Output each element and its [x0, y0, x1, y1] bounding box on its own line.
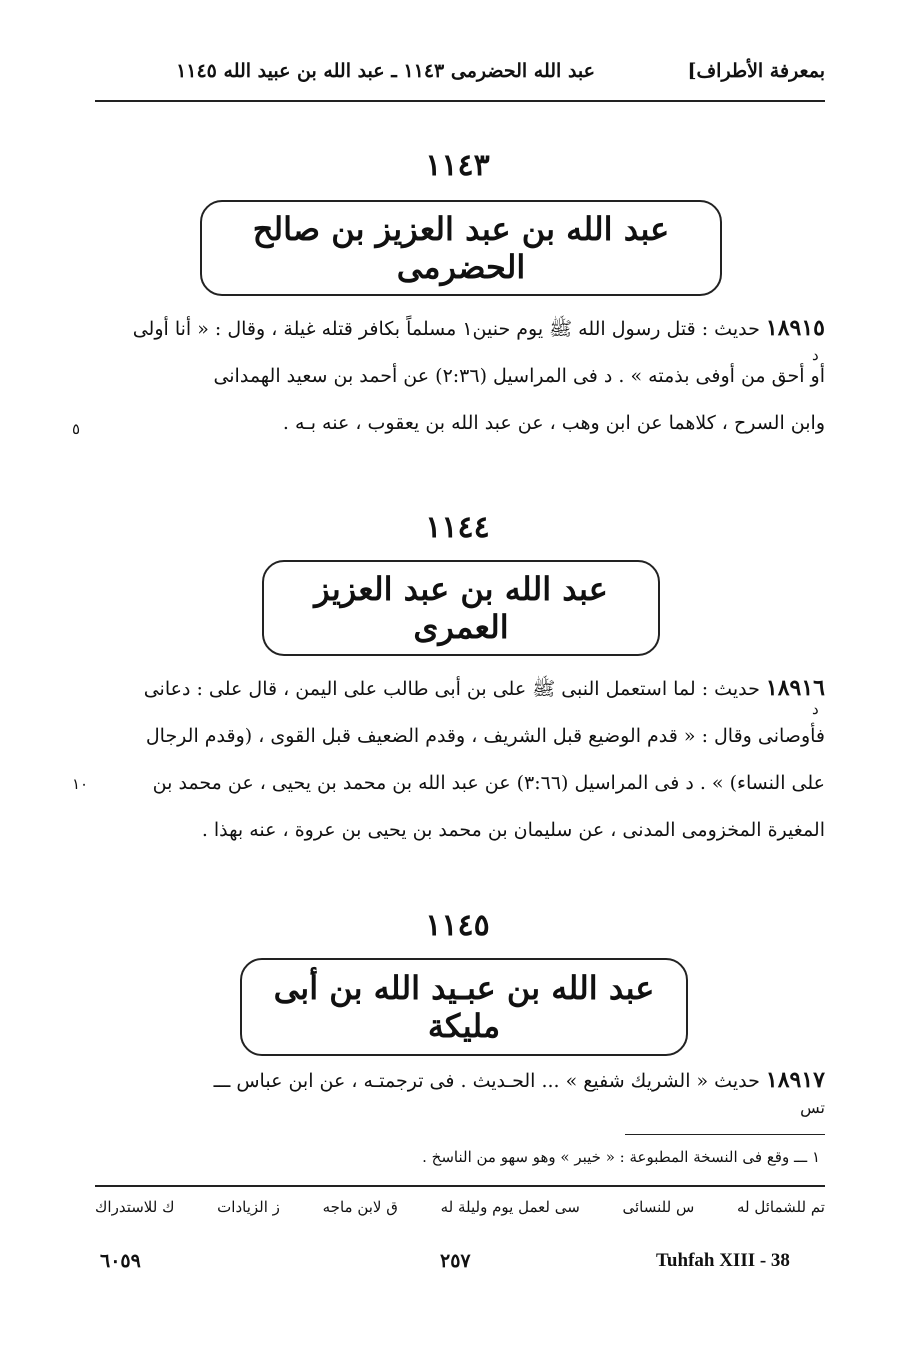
margin-line-number: ١٠: [72, 775, 89, 793]
running-header: [95, 60, 825, 102]
entry-line: فأوصانى وقال : « قدم الوضيع قبل الشريف ، وقدم الضعيف قبل القوى ، (وقدم الرجال: [145, 725, 825, 747]
abbreviation-item: تم للشمائل له: [736, 1198, 825, 1216]
abbreviation-item: س للنسائى: [622, 1198, 695, 1216]
narrator-name-box: [262, 560, 660, 656]
entry-line: المغيرة المخزومى المدنى ، عن سليمان بن محمد بن يحيى بن عروة ، عنه بهذا .: [201, 819, 825, 841]
section-number: ١١٤٤: [425, 510, 490, 545]
header-right: بمعرفة الأطراف]: [687, 60, 825, 82]
entry-line: أو أحق من أوفى بذمته » . د فى المراسيل (٢:٣٦) عن أحمد بن سعيد الهمدانى: [213, 365, 825, 387]
entry-line: ١٨٩١٥ حديث : قتل رسول الله ﷺ يوم حنين١ مسلماً بكافر قتله غيلة ، وقال : « أنا أولى: [132, 315, 825, 341]
abbreviations-key: [95, 1198, 825, 1216]
hadith-entry: [90, 305, 825, 447]
margin-sigla: د: [812, 700, 819, 718]
footnote: ١ ـــ وقع فى النسخة المطبوعة : « خيبر » وهو سهو من الناسخ .: [422, 1148, 820, 1166]
header-center: عبد الله الحضرمى ١١٤٣ ـ عبد الله بن عبيد الله ١١٤٥: [176, 60, 595, 82]
narrator-name-box: [200, 200, 722, 296]
narrator-name-box: [240, 958, 688, 1056]
abbreviations-rule: [95, 1185, 825, 1187]
page-label-left: ٦٠٥٩: [100, 1250, 141, 1272]
entry-line: وابن السرح ، كلاهما عن ابن وهب ، عن عبد الله بن يعقوب ، عنه بـه .: [282, 412, 825, 434]
entry-number: ١٨٩١٧: [765, 1067, 825, 1093]
volume-label: Tuhfah XIII - 38: [656, 1250, 790, 1271]
hadith-entry: [90, 665, 825, 854]
abbreviation-item: ك للاستدراك: [95, 1198, 175, 1216]
abbreviation-item: ق لابن ماجه: [322, 1198, 398, 1216]
section-number: ١١٤٥: [425, 908, 490, 943]
abbreviation-item: ز الزيادات: [217, 1198, 280, 1216]
narrator-name: عبد الله بن عبـيد الله بن أبى مليكة: [273, 969, 655, 1045]
entry-number: ١٨٩١٦: [765, 675, 825, 701]
entry-line: ١٨٩١٦ حديث : لما استعمل النبى ﷺ على بن أبى طالب على اليمن ، قال على : دعانى: [143, 675, 825, 701]
entry-line: ١٨٩١٧ حديث « الشريك شفيع » ... الحـديث . فى ترجمتـه ، عن ابن عباس ـــ: [213, 1067, 825, 1093]
sigla-line: تس: [800, 1099, 825, 1117]
narrator-name: عبد الله بن عبد العزيز العمرى: [314, 570, 608, 646]
hadith-entry: [90, 1062, 825, 1117]
footnote-rule: [625, 1134, 825, 1135]
margin-sigla: د: [812, 346, 819, 364]
abbreviation-item: سى لعمل يوم وليلة له: [440, 1198, 580, 1216]
margin-line-number: ٥: [72, 420, 81, 438]
narrator-name: عبد الله بن عبد العزيز بن صالح الحضرمى: [252, 210, 670, 286]
entry-line: على النساء) » . د فى المراسيل (٣:٦٦) عن عبد الله بن محمد بن يحيى ، عن محمد بن: [152, 772, 825, 794]
page-number: ٢٥٧: [440, 1250, 471, 1272]
entry-number: ١٨٩١٥: [765, 315, 825, 341]
section-number: ١١٤٣: [425, 148, 490, 183]
